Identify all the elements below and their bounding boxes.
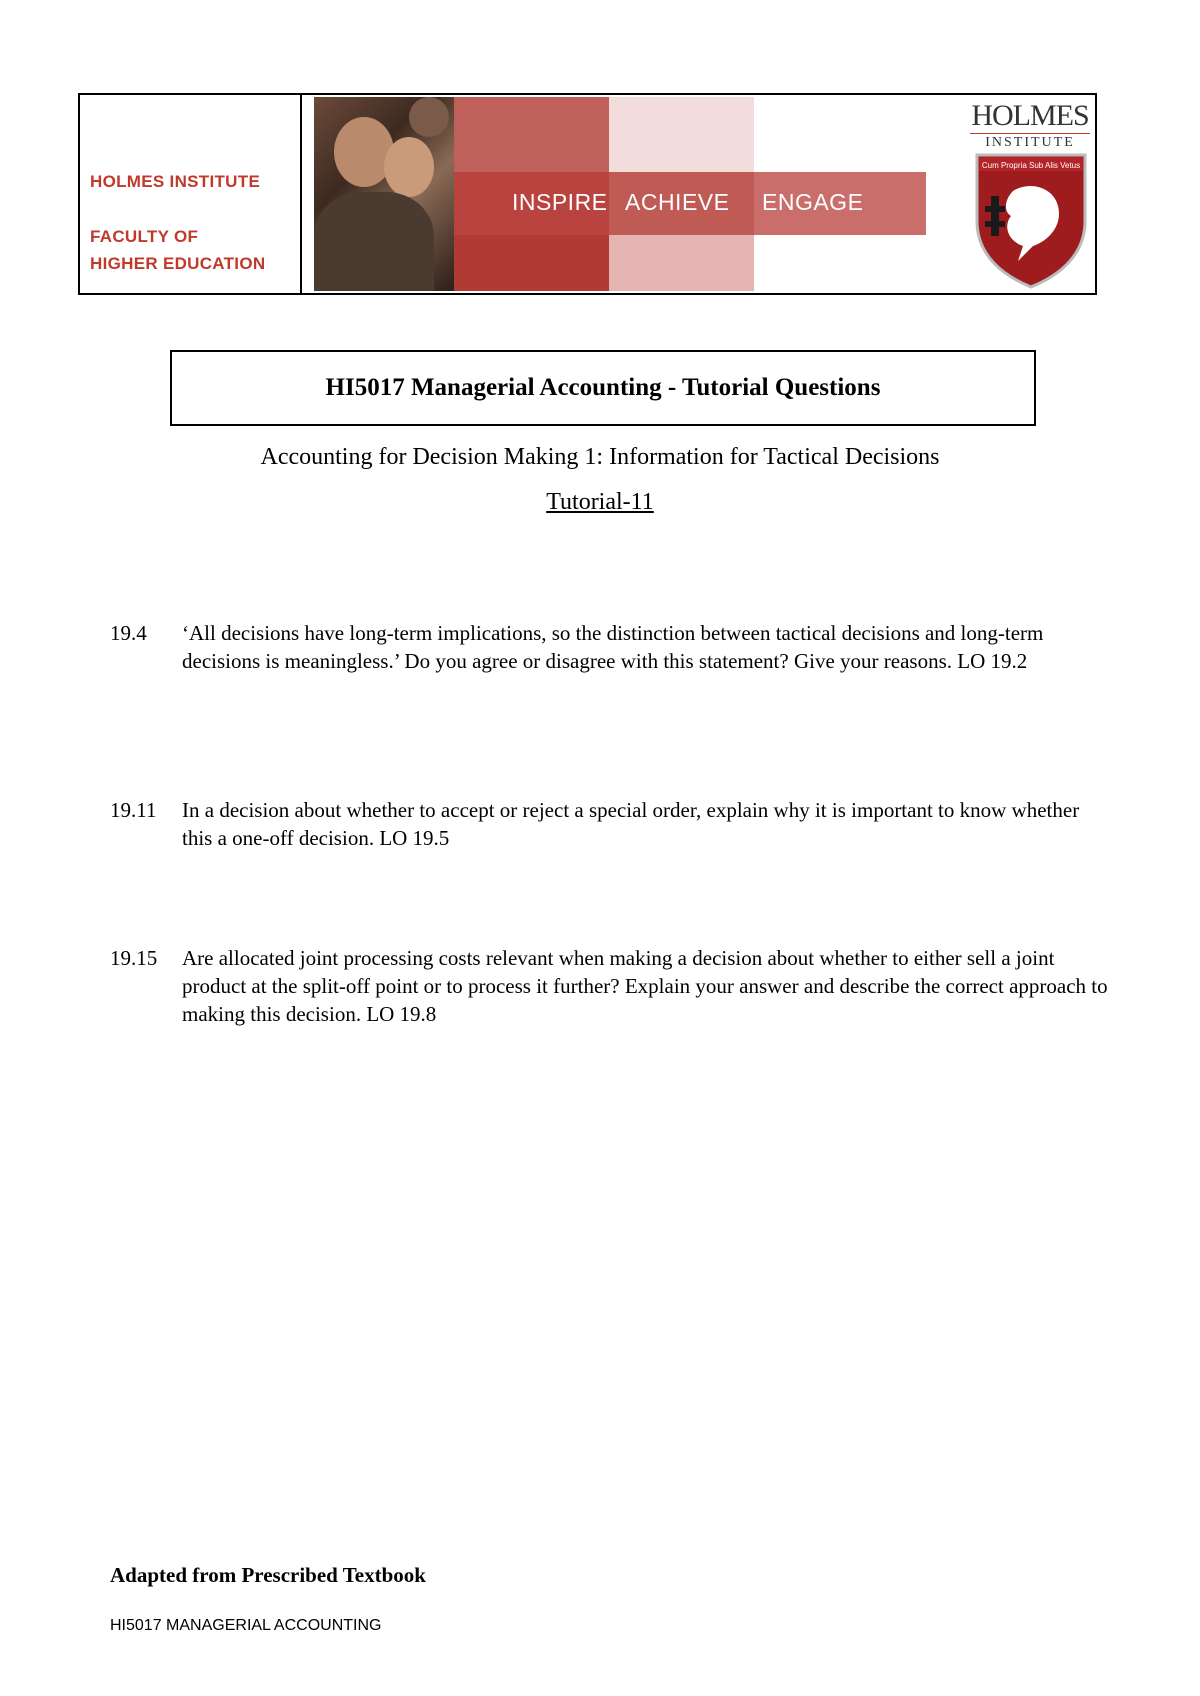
question-number: 19.11 [110,798,157,822]
tagline-engage: ENGAGE [762,189,864,215]
faculty-line-2: HIGHER EDUCATION [90,254,266,273]
holmes-shield-logo [973,151,1089,291]
tagline-achieve: ACHIEVE [625,189,730,215]
institute-name: HOLMES INSTITUTE [90,172,261,191]
adapted-note: Adapted from Prescribed Textbook [110,1563,426,1587]
question-item [110,796,1110,852]
document-title: HI5017 Managerial Accounting - Tutorial Questions [170,350,1036,426]
page-footer: HI5017 MANAGERIAL ACCOUNTING [110,1617,382,1634]
question-text: Are allocated joint processing costs relevant when making a decision about whether to either sell a joint product at the split-off point or to process it further? Explain your answer and describe the correct approach to making this decision. LO 19.8 [182,946,1108,1026]
banner-block [609,97,754,172]
question-item [110,944,1110,1028]
document-subtitle: Accounting for Decision Making 1: Information for Tactical Decisions [260,444,940,470]
tagline-inspire: INSPIRE [512,189,608,215]
institute-panel [80,95,302,293]
tutorial-label: Tutorial-11 [546,489,654,515]
question-number: 19.4 [110,621,147,645]
question-text: In a decision about whether to accept or reject a special order, explain why it is important to know whether this a one-off decision. LO 19.5 [182,798,1080,850]
banner-block [454,235,609,291]
question-number: 19.15 [110,946,158,970]
banner-block [609,235,754,291]
holmes-logo-title: HOLMES [971,99,1089,132]
holmes-logo-subtitle: INSTITUTE [970,133,1090,151]
header-banner [78,93,1097,295]
question-text: ‘All decisions have long-term implications, so the distinction between tactical decisions and long-term decisions is meaningless.’ Do you agree or disagree with this statement? Give your reasons. LO 19.2 [182,621,1044,673]
shield-motto-icon: Cum Propria Sub Alis Vetus [981,161,1081,170]
faculty-line-1: FACULTY OF [90,227,199,246]
banner-block [454,97,609,172]
students-photo [314,97,454,291]
question-item [110,619,1110,675]
